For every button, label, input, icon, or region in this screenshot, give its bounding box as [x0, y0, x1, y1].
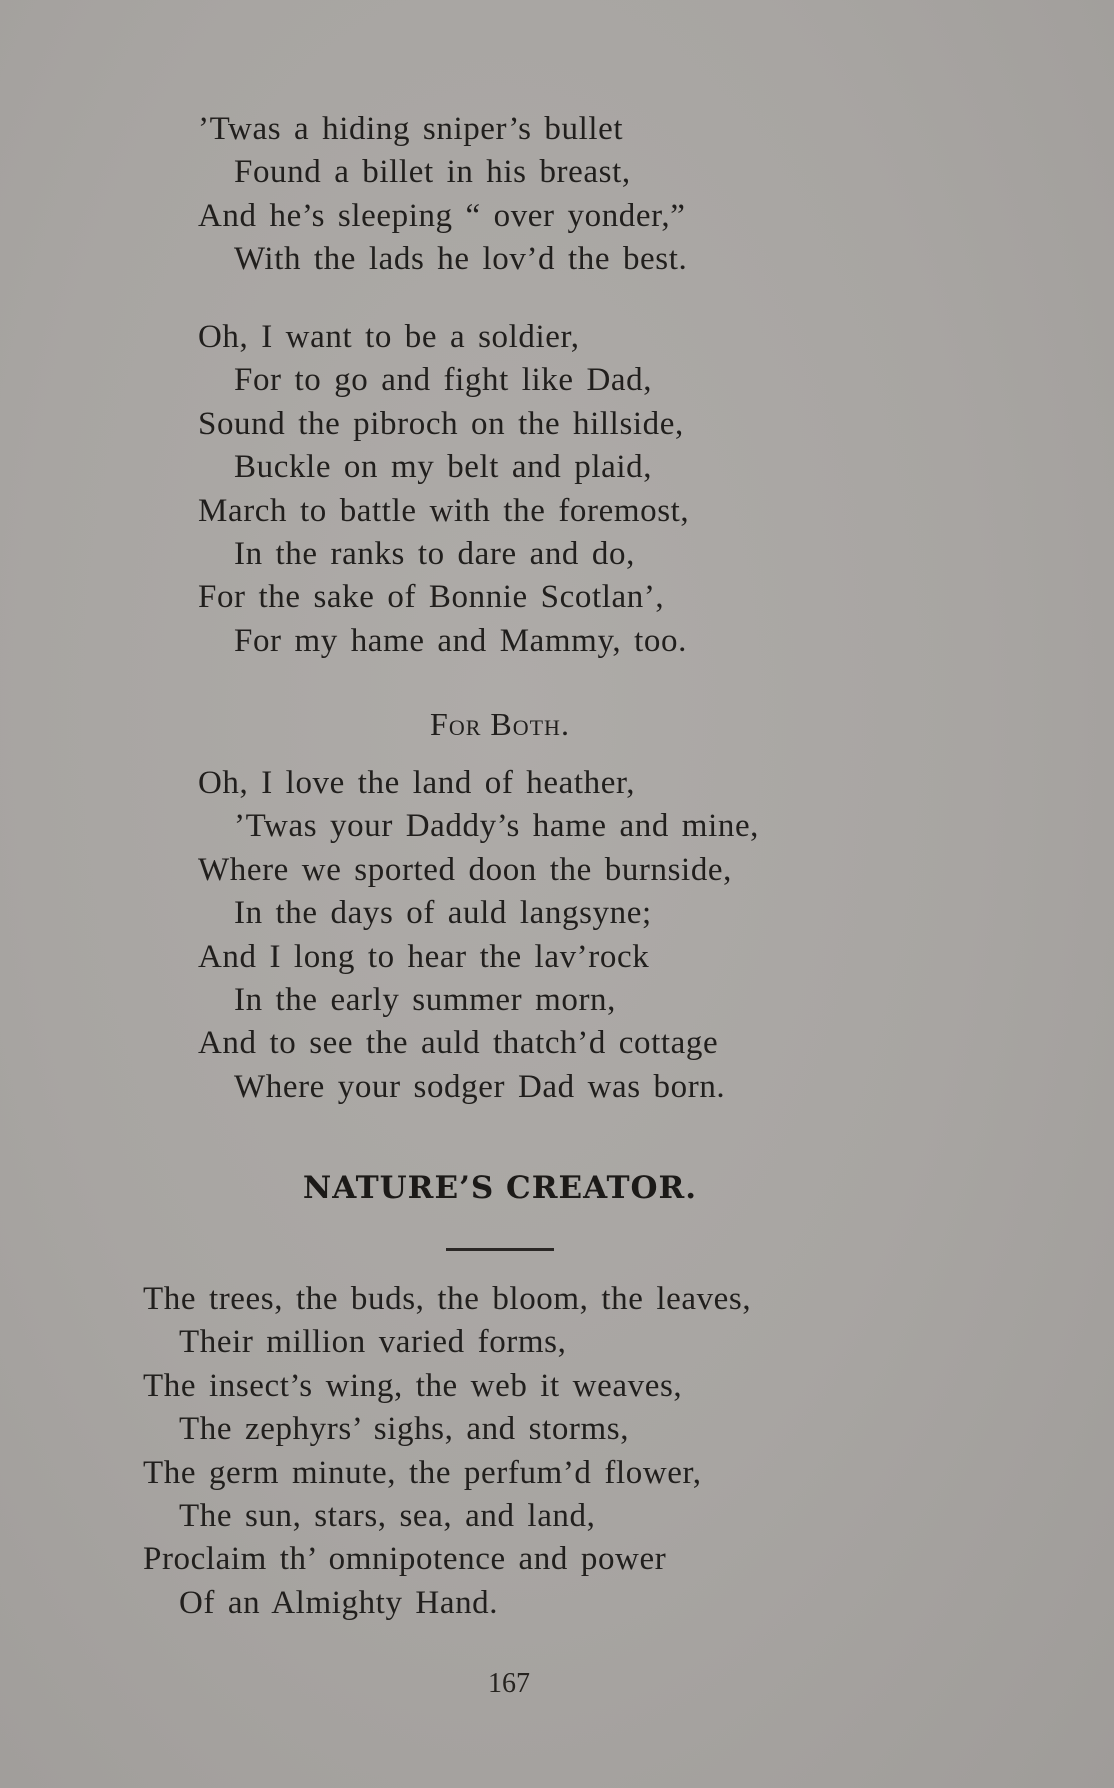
- poem-line: For the sake of Bonnie Scotlan’,: [198, 579, 665, 616]
- poem-line: Where your sodger Dad was born.: [234, 1068, 726, 1105]
- poem-line: And I long to hear the lav’rock: [198, 938, 650, 975]
- stanza-1: [198, 108, 938, 282]
- poem-line: Oh, I love the land of heather,: [198, 765, 636, 801]
- stanza-3: [198, 762, 938, 1109]
- poem-line: The trees, the buds, the bloom, the leaves,: [143, 1281, 752, 1317]
- poem-line: In the days of auld langsyne;: [234, 895, 652, 932]
- poem-line: And he’s sleeping “ over yonder,”: [198, 197, 686, 234]
- poem-line: March to battle with the foremost,: [198, 492, 690, 529]
- poem-line: In the early summer morn,: [234, 981, 616, 1018]
- poem-line: Oh, I want to be a soldier,: [198, 319, 580, 355]
- poem-line: The sun, stars, sea, and land,: [179, 1497, 596, 1534]
- poem-title: NATURE’S CREATOR.: [302, 1170, 698, 1206]
- poem-line: Proclaim th’ omnipotence and power: [143, 1541, 667, 1578]
- poem-line: ’Twas a hiding sniper’s bullet: [198, 111, 624, 147]
- poem-line: Of an Almighty Hand.: [179, 1584, 499, 1621]
- poem-line: Sound the pibroch on the hillside,: [198, 405, 684, 442]
- poem-line: Their million varied forms,: [179, 1324, 567, 1361]
- poem-line: ’Twas your Daddy’s hame and mine,: [234, 808, 760, 845]
- poem-line: Buckle on my belt and plaid,: [234, 449, 653, 486]
- poem-line: In the ranks to dare and do,: [234, 535, 635, 572]
- poem-line: With the lads he lov’d the best.: [234, 241, 688, 278]
- page-number: 167: [488, 1668, 530, 1699]
- poem-line: For to go and fight like Dad,: [234, 362, 653, 399]
- poem-line: Where we sported doon the burnside,: [198, 851, 733, 888]
- poem-line: For my hame and Mammy, too.: [234, 622, 687, 659]
- stanza-4: [143, 1278, 1043, 1625]
- poem-line: Found a billet in his breast,: [234, 154, 631, 191]
- poem-line: The germ minute, the perfum’d flower,: [143, 1454, 702, 1491]
- title-divider: [446, 1248, 554, 1251]
- poem-line: And to see the auld thatch’d cottage: [198, 1025, 719, 1062]
- for-both-heading: For Both.: [430, 706, 570, 742]
- poem-line: The zephyrs’ sighs, and storms,: [179, 1411, 630, 1448]
- stanza-2: [198, 316, 938, 663]
- poem-line: The insect’s wing, the web it weaves,: [143, 1367, 683, 1404]
